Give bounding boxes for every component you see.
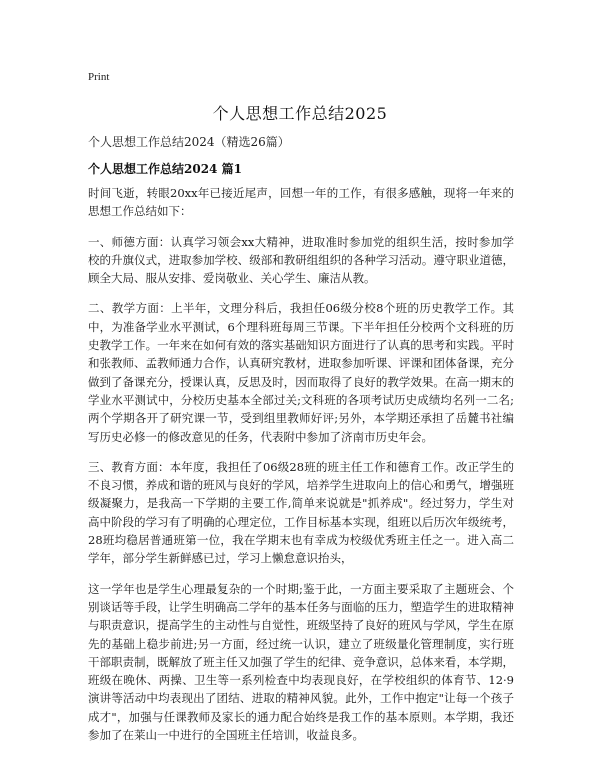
print-label[interactable]: Print: [88, 71, 110, 83]
document-subtitle: 个人思想工作总结2024（精选26篇）: [88, 135, 290, 149]
paragraph-teaching: 二、教学方面：上半年，文理分科后，我担任06级分校8个班的历史教学工作。其中，为准备学业水平测试，6个理科班每周三节课。下半年担任分校两个文科班的历史教学工作。一年来在如何有效的落实基础知识方面进行了认真的思考和实践。平时和张教师、孟教师通力合作，认真研究教材，进取参加听课、评课和团体备课，充分做到了备课充分，授课认真，反思及时，因而取得了良好的教学效果。在高一期末的学业水平测试中，分校历史基本全部过关;文科班的各项考试历史成绩均名列一二名;两个学期各开了研究课一节，受到组里教师好评;另外，本学期还承担了岳麓书社编写历史必修一的修改意见的任务，代表附中参加了济南市历史年会。: [88, 301, 514, 444]
paragraph-semester: 这一学年也是学生心理最复杂的一个时期;鉴于此，一方面主要采取了主题班会、个别谈话等手段，让学生明确高二学年的基本任务与面临的压力，塑造学生的进取精神与职责意识，提高学生的主动性与自觉性，班级坚持了良好的班风与学风，学生在原先的基础上稳步前进;另一方面，经过统一认识，建立了班级量化管理制度，实行班干部职责制，既解放了班主任又加强了学生的纪律、竞争意识，总体来看，本学期，班级在晚休、两操、卫生等一系列检查中均表现良好，在学校组织的体育节、12·9演讲等活动中均表现出了团结、进取的精神风貌。此外，工作中抱定"让每一个孩子成才"，加强与任课教师及家长的通力配合始终是我工作的基本原则。本学期，我还参加了在莱山一中进行的全国班主任培训，收益良多。: [88, 581, 514, 743]
body-text: [88, 184, 514, 756]
paragraph-intro: 时间飞逝，转眼20xx年已接近尾声，回想一年的工作，有很多感触，现将一年来的思想工作总结如下：: [88, 186, 514, 219]
paragraph-ethics: 一、师德方面：认真学习领会xx大精神，进取准时参加党的组织生活，按时参加学校的升旗仪式，进取参加学校、级部和教研组组织的各种学习活动。遵守职业道德，顾全大局、服从安排、爱岗敬业、关心学生、廉洁从教。: [88, 234, 514, 286]
document-title: 个人思想工作总结2025: [212, 104, 388, 123]
paragraph-education: 三、教育方面：本年度，我担任了06级28班的班主任工作和德育工作。改正学生的不良习惯，养成和谐的班风与良好的学风，培养学生进取向上的信心和勇气，增强班级凝聚力，是我高一下学期的主要工作,简单来说就是"抓养成"。经过努力，学生对高中阶段的学习有了明确的心理定位，工作目标基本实现，组班以后历次年级统考，28班均稳居普通班第一位，我在学期末也有幸成为校级优秀班主任之一。进入高二学年，部分学生新鲜感已过，学习上懒怠意识抬头，: [88, 459, 514, 566]
section-heading: 个人思想工作总结2024 篇1: [88, 162, 242, 176]
